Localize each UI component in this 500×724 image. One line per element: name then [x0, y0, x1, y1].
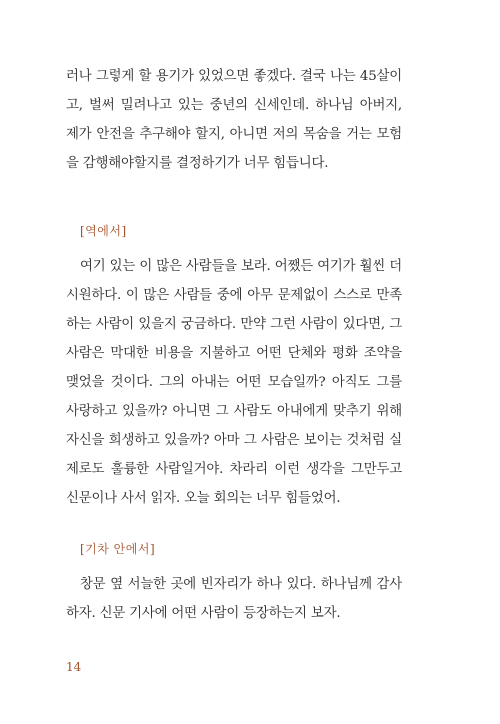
section-heading-train: [기차 안에서] — [80, 542, 156, 556]
paragraph-station: 여기 있는 이 많은 사람들을 보라. 어쨌든 여기가 훨씬 더 시원하다. 이 많은 사람들 중에 아무 문제없이 스스로 만족하는 사람이 있을지 궁금하다. 만약 그런 사람이 있다면, 그 사람은 막대한 비용을 지불하고 어떤 단체와 평화 조약을 맺었을 것이다. 그의 아내는 어떤 모습일까? 아직도 그를 사랑하고 있을까? 아니면 그 사람도 아내에게 맞추기 위해 자신을 희생하고 있을까? 아마 그 사람은 보이는 것처럼 실제로도 훌륭한 사람일거야. 차라리 이런 생각을 그만두고 신문이나 사서 읽자. 오늘 회의는 너무 힘들었어. — [66, 259, 402, 506]
page-number: 14 — [66, 660, 82, 674]
paragraph-continued: 러나 그렇게 할 용기가 있었으면 좋겠다. 결국 나는 45살이고, 벌써 밀려나고 있는 중년의 신세인데. 하나님 아버지, 제가 안전을 추구해야 할지, 아니면 저의 목숨을 거는 모험을 감행해야할지를 결정하기가 너무 힘듭니다. — [66, 69, 402, 171]
paragraph-train: 창문 옆 서늘한 곳에 빈자리가 하나 있다. 하나님께 감사하자. 신문 기사에 어떤 사람이 등장하는지 보자. — [66, 577, 402, 621]
section-heading-station: [역에서] — [80, 224, 127, 238]
